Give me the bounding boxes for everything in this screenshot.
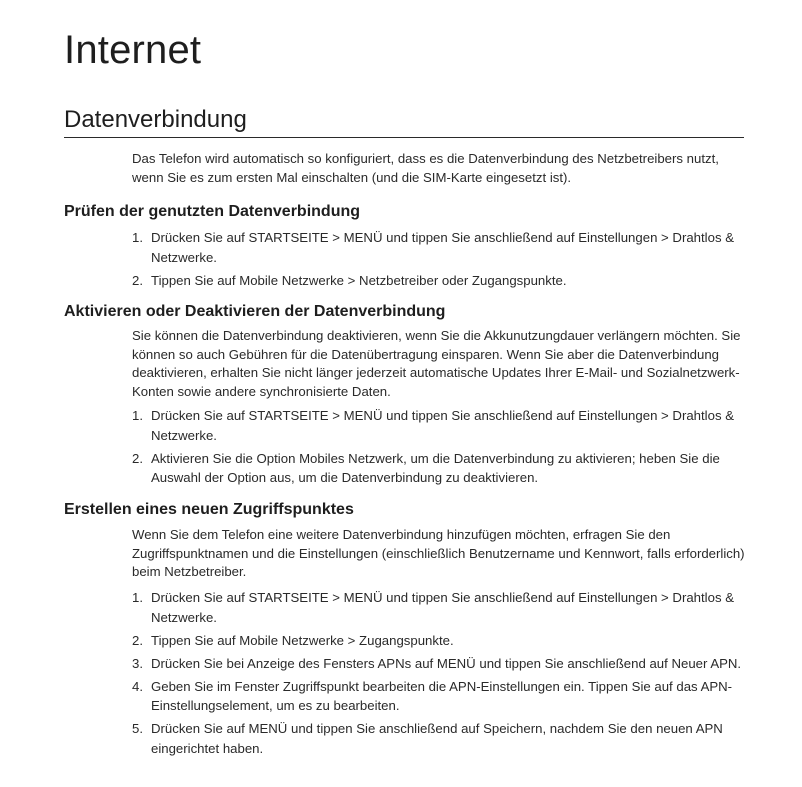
heading-check-connection: Prüfen der genutzten Datenverbindung: [64, 203, 361, 220]
list-item: [132, 719, 747, 758]
step-text: Tippen Sie auf Mobile Netzwerke > Zugangspunkte.: [151, 632, 454, 648]
list-item: [132, 588, 747, 627]
step-number: 5.: [132, 721, 143, 736]
list-item: [132, 271, 747, 291]
heading-toggle-connection: Aktivieren oder Deaktivieren der Datenverbindung: [64, 303, 446, 320]
list-item: [132, 654, 747, 674]
step-text: Drücken Sie auf STARTSEITE > MENÜ und tippen Sie anschließend auf Einstellungen > Drahtlos & Netzwerke.: [151, 230, 734, 265]
step-text: Drücken Sie bei Anzeige des Fensters APNs auf MENÜ und tippen Sie anschließend auf Neuer APN.: [151, 655, 742, 671]
toggle-steps-list: [132, 406, 747, 491]
step-text: Drücken Sie auf MENÜ und tippen Sie anschließend auf Speichern, nachdem Sie den neuen APN eingerichtet haben.: [151, 721, 723, 756]
section-title: Datenverbindung: [64, 104, 744, 138]
step-number: 2.: [132, 632, 143, 648]
step-text: Tippen Sie auf Mobile Netzwerke > Netzbetreiber oder Zugangspunkte.: [151, 272, 567, 288]
step-number: 1.: [132, 408, 143, 423]
step-text: Drücken Sie auf STARTSEITE > MENÜ und tippen Sie anschließend auf Einstellungen > Drahtlos & Netzwerke.: [151, 590, 734, 625]
step-number: 2.: [132, 450, 143, 466]
heading-create-access-point: Erstellen eines neuen Zugriffspunktes: [64, 501, 354, 518]
step-number: 1.: [132, 590, 143, 605]
toggle-intro: Sie können die Datenverbindung deaktivieren, wenn Sie die Akkunutzungdauer verlängern möchten. Sie können so auch Gebühren für die Datenübertragung einsparen. Wenn Sie aber die Datenverbindung deaktivieren, erhalten Sie nicht länger jederzeit automatische Updates Ihrer E-Mail- und Sozialnetzwerk-Konten sowie andere synchronisierte Daten.: [132, 328, 741, 399]
step-text: Aktivieren Sie die Option Mobiles Netzwerk, um die Datenverbindung zu aktivieren; heben Sie die Auswahl der Option aus, um die Datenverbindung zu deaktivieren.: [151, 450, 720, 485]
section-intro: Das Telefon wird automatisch so konfiguriert, dass es die Datenverbindung des Netzbetreibers nutzt, wenn Sie es zum ersten Mal einschalten (und die SIM-Karte eingesetzt ist).: [132, 151, 719, 185]
list-item: [132, 228, 747, 267]
step-number: 4.: [132, 678, 143, 694]
list-item: [132, 631, 747, 651]
list-item: [132, 449, 747, 488]
step-number: 3.: [132, 655, 143, 671]
chapter-title: Internet: [64, 28, 202, 72]
list-item: [132, 677, 747, 716]
create-steps-list: [132, 588, 747, 762]
step-text: Geben Sie im Fenster Zugriffspunkt bearbeiten die APN-Einstellungen ein. Tippen Sie auf das APN-Einstellungselement, um es zu bearbeiten.: [151, 678, 733, 713]
check-steps-list: [132, 228, 747, 294]
step-number: 1.: [132, 230, 143, 245]
step-text: Drücken Sie auf STARTSEITE > MENÜ und tippen Sie anschließend auf Einstellungen > Drahtlos & Netzwerke.: [151, 408, 734, 443]
step-number: 2.: [132, 272, 143, 288]
create-intro: Wenn Sie dem Telefon eine weitere Datenverbindung hinzufügen möchten, erfragen Sie den Zugriffspunktnamen und die Einstellungen (einschließlich Benutzername und Kennwort, falls erforderlich) beim Netzbetreiber.: [132, 527, 745, 579]
list-item: [132, 406, 747, 445]
